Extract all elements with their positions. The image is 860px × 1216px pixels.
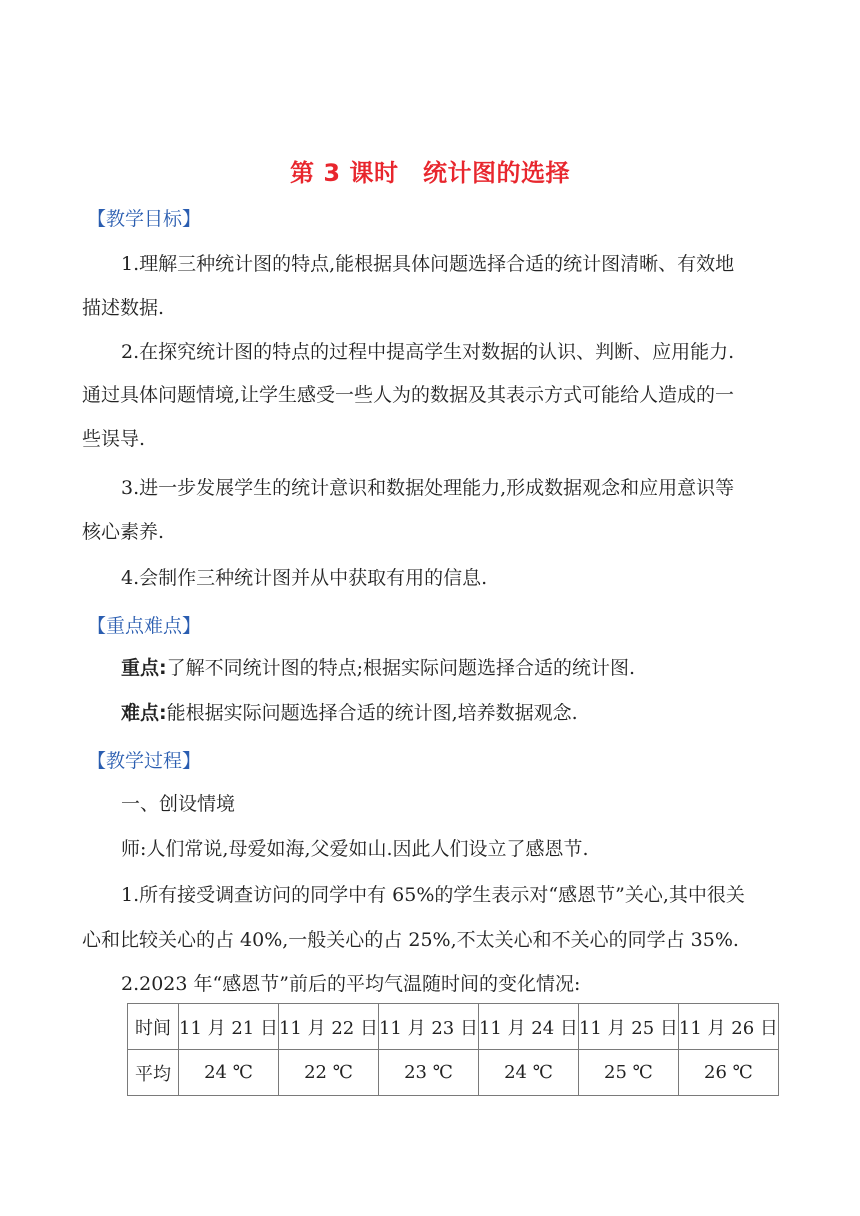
difficult-point (121, 701, 578, 725)
difficult-point-text: 能根据实际问题选择合适的统计图,培养数据观念. (166, 702, 578, 724)
objective-2-line-3: 些误导. (82, 428, 146, 450)
objective-2-line-1: 2.在探究统计图的特点的过程中提高学生对数据的认识、判断、应用能力. (121, 341, 735, 363)
table-cell-date: 11 月 24 日 (478, 1004, 578, 1050)
table-cell-date: 11 月 23 日 (378, 1004, 478, 1050)
objective-3-line-1: 3.进一步发展学生的统计意识和数据处理能力,形成数据观念和应用意识等 (121, 477, 735, 499)
table-row (128, 1004, 779, 1050)
table-row (128, 1050, 779, 1096)
table-cell-temp: 25 ℃ (578, 1050, 678, 1096)
table-cell-date: 11 月 21 日 (179, 1004, 279, 1050)
difficult-point-label: 难点: (121, 702, 167, 724)
item-1-line-2: 心和比较关心的占 40%,一般关心的占 25%,不太关心和不关心的同学占 35%. (82, 929, 739, 951)
section-heading-objectives: 【教学目标】 (87, 208, 202, 230)
table-row-header: 平均 (128, 1050, 179, 1096)
item-2-intro: 2.2023 年“感恩节”前后的平均气温随时间的变化情况: (121, 973, 581, 995)
table-cell-date: 11 月 22 日 (278, 1004, 378, 1050)
table-cell-date: 11 月 25 日 (578, 1004, 678, 1050)
table-cell-temp: 24 ℃ (478, 1050, 578, 1096)
table-cell-temp: 22 ℃ (278, 1050, 378, 1096)
table-cell-temp: 23 ℃ (378, 1050, 478, 1096)
temperature-table (127, 1003, 779, 1096)
item-1-line-1: 1.所有接受调查访问的同学中有 65%的学生表示对“感恩节”关心,其中很关 (121, 884, 745, 906)
table-cell-date: 11 月 26 日 (678, 1004, 778, 1050)
objective-3-line-2: 核心素养. (82, 521, 165, 543)
table-row-header: 时间 (128, 1004, 179, 1050)
objective-1-line-2: 描述数据. (82, 297, 165, 319)
objective-1-line-1: 1.理解三种统计图的特点,能根据具体问题选择合适的统计图清晰、有效地 (121, 253, 735, 275)
section-heading-process: 【教学过程】 (87, 750, 202, 772)
objective-2-line-2: 通过具体问题情境,让学生感受一些人为的数据及其表示方式可能给人造成的一 (82, 384, 735, 406)
teacher-intro: 师:人们常说,母爱如海,父爱如山.因此人们设立了感恩节. (121, 838, 589, 860)
key-point-label: 重点: (121, 657, 167, 679)
table-cell-temp: 26 ℃ (678, 1050, 778, 1096)
table-cell-temp: 24 ℃ (179, 1050, 279, 1096)
section-heading-keypoints: 【重点难点】 (87, 615, 202, 637)
key-point-text: 了解不同统计图的特点;根据实际问题选择合适的统计图. (166, 657, 636, 679)
objective-4-line-1: 4.会制作三种统计图并从中获取有用的信息. (121, 567, 488, 589)
page-title: 第 3 课时 统计图的选择 (290, 159, 570, 187)
key-point (121, 656, 635, 680)
process-step-1: 一、创设情境 (121, 793, 236, 815)
